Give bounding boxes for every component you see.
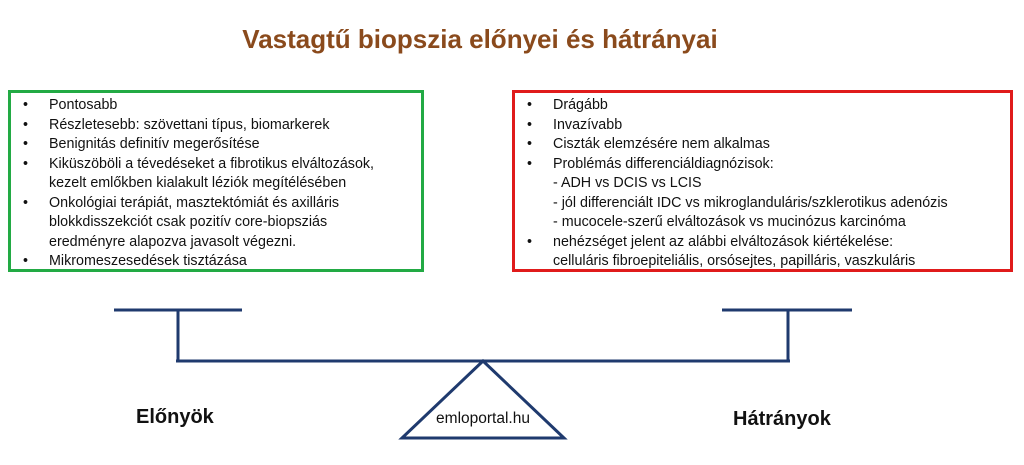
cons-item-text: • Invazívabb <box>553 116 623 133</box>
cons-item-text: • Ciszták elemzésére nem alkalmas <box>553 136 770 152</box>
pros-item-text: • Kiküszöböli a tévedéseket a fibrotikus elváltozások, <box>49 155 375 172</box>
cons-item-text: • Problémás differenciáldiagnózisok: <box>553 155 774 172</box>
cons-label: Hátrányok <box>733 408 831 430</box>
pros-item-text: kezelt emlőkben kialakult léziók megítélésében <box>49 175 347 191</box>
cons-item-text: - mucocele-szerű elváltozások vs mucinózus karcinóma <box>553 214 906 230</box>
cons-item-text: • nehézséget jelent az alábbi elváltozások kiértékelése: <box>553 233 894 250</box>
pros-label: Előnyök <box>136 406 214 428</box>
cons-item-text: celluláris fibroepiteliális, orsósejtes, papilláris, vaszkuláris <box>553 253 916 269</box>
pros-item-text: eredményre alapozva javasolt végezni. <box>49 233 297 250</box>
pros-item-text: • Benignitás definitív megerősítése <box>49 136 260 152</box>
cons-item-text: - jól differenciált IDC vs mikroglanduláris/szklerotikus adenózis <box>553 194 948 211</box>
cons-item-text: • Drágább <box>553 97 608 113</box>
pros-item-text: • Mikromeszesedések tisztázása <box>49 253 247 269</box>
pros-item-text: • Onkológiai terápiát, masztektómiát és axilláris <box>49 194 340 211</box>
pros-item-text: blokkdisszekciót csak pozitív core-biopsziás <box>49 214 328 230</box>
watermark-text: emloportal.hu <box>436 410 530 427</box>
page-title: Vastagtű biopszia előnyei és hátrányai <box>242 24 718 54</box>
pros-item-text: • Pontosabb <box>49 97 118 113</box>
cons-item-text: - ADH vs DCIS vs LCIS <box>553 175 702 191</box>
pros-item-text: • Részletesebb: szövettani típus, biomarkerek <box>49 116 330 133</box>
